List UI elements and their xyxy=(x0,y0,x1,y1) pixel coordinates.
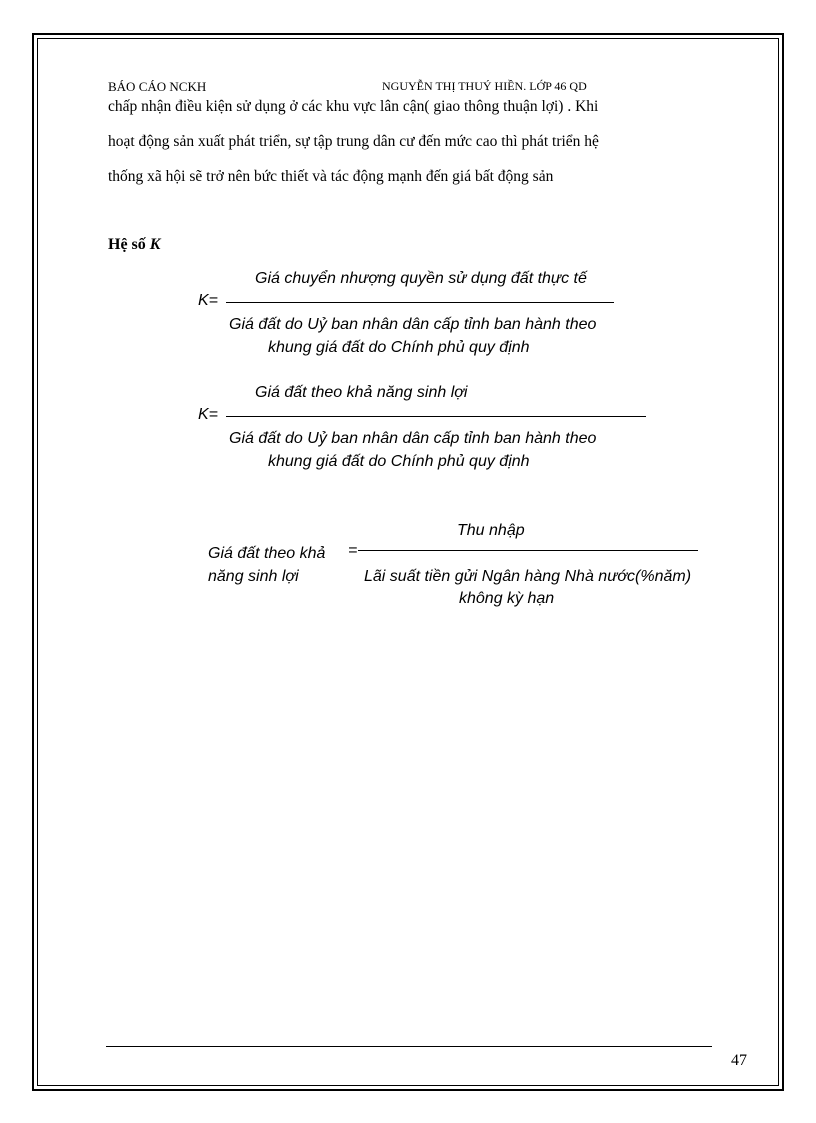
formula1-denominator-line2: khung giá đất do Chính phủ quy định xyxy=(268,339,530,356)
paragraph-line-2: hoạt động sản xuất phát triển, sự tập trung dân cư đến mức cao thì phát triển hệ xyxy=(108,133,599,150)
header-right: NGUYỄN THỊ THUÝ HIỀN. LỚP 46 QD xyxy=(382,79,587,93)
formula3-denominator-line1: Lãi suất tiền gửi Ngân hàng Nhà nước(%năm) xyxy=(364,568,692,585)
formula2-lhs: K= xyxy=(198,406,219,423)
formula1-denominator-line1: Giá đất do Uỷ ban nhân dân cấp tỉnh ban hành theo xyxy=(229,316,597,333)
paragraph-line-3: thống xã hội sẽ trở nên bức thiết và tác động mạnh đến giá bất động sản xyxy=(108,168,554,185)
section-heading-prefix: Hệ số xyxy=(108,236,150,253)
formula2-fraction-bar xyxy=(226,416,646,417)
formula3-numerator: Thu nhập xyxy=(457,522,525,539)
formula3-fraction-bar xyxy=(358,550,698,551)
formula3-lhs-line1: Giá đất theo khả xyxy=(208,545,326,562)
formula2-numerator: Giá đất theo khả năng sinh lợi xyxy=(255,384,468,401)
formula3-denominator-line2: không kỳ hạn xyxy=(459,590,555,607)
formula2-denominator-line2: khung giá đất do Chính phủ quy định xyxy=(268,453,530,470)
section-heading-var: K xyxy=(149,236,161,253)
footer-rule xyxy=(106,1046,712,1047)
header-left: BÁO CÁO NCKH xyxy=(108,79,207,94)
formula2-denominator-line1: Giá đất do Uỷ ban nhân dân cấp tỉnh ban hành theo xyxy=(229,430,597,447)
paragraph-line-1: chấp nhận điều kiện sử dụng ở các khu vực lân cận( giao thông thuận lợi) . Khi xyxy=(108,98,599,115)
page-number: 47 xyxy=(731,1052,747,1069)
formula3-equals: = xyxy=(348,542,358,559)
section-heading xyxy=(108,236,160,254)
formula3-lhs-line2: năng sinh lợi xyxy=(208,568,299,585)
formula1-fraction-bar xyxy=(226,302,614,303)
formula1-lhs: K= xyxy=(198,292,219,309)
page-border-inner xyxy=(37,38,779,1086)
formula1-numerator: Giá chuyển nhượng quyền sử dụng đất thực tế xyxy=(255,270,587,287)
